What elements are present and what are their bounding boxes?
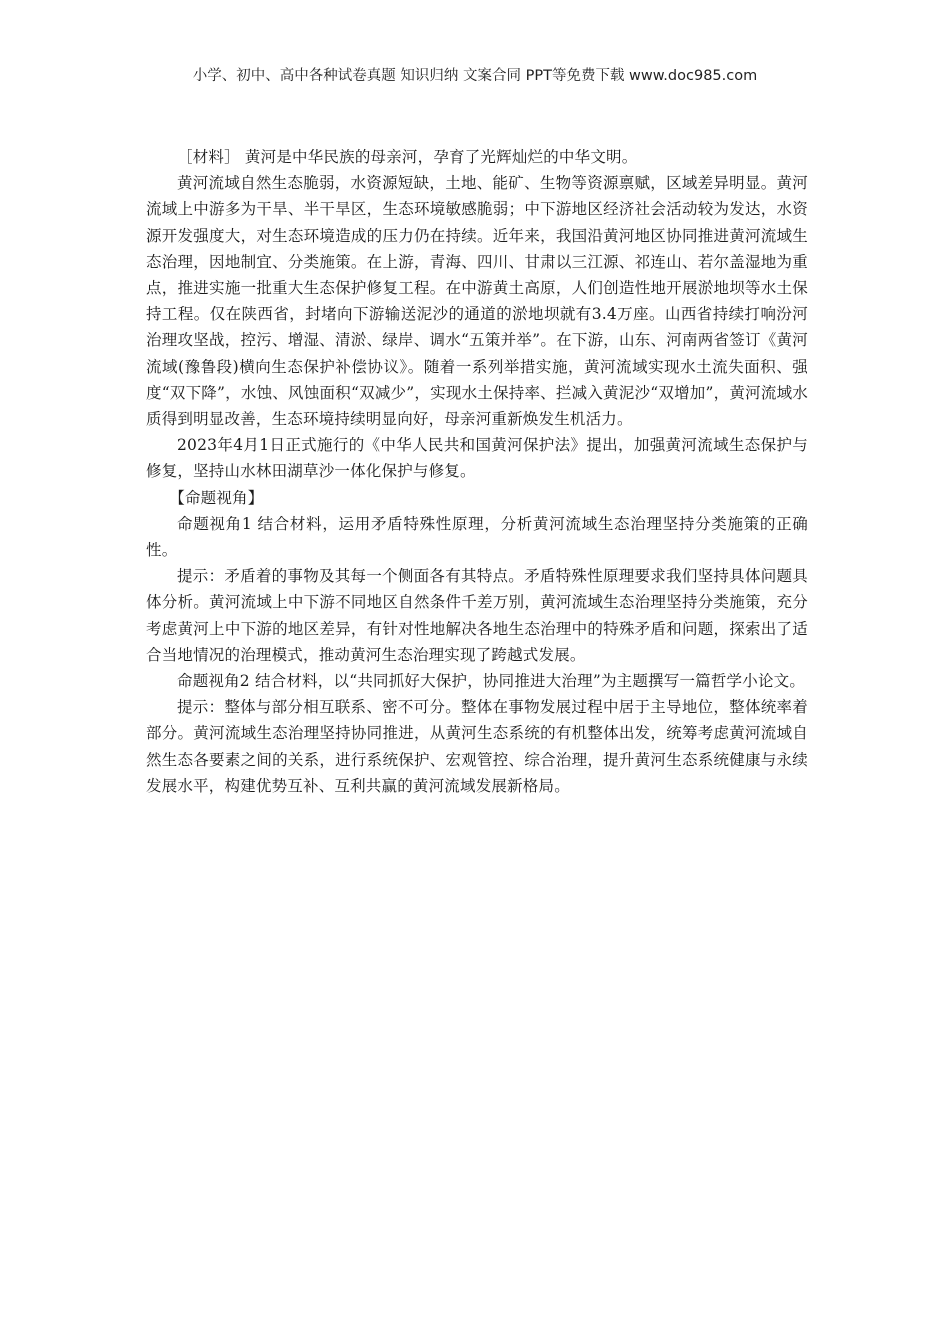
material-body-paragraph: 黄河流域自然生态脆弱，水资源短缺，土地、能矿、生物等资源禀赋，区域差异明显。黄河流域上中游多为干旱、半干旱区，生态环境敏感脆弱；中下游地区经济社会活动较为发达，水资源开发强度大，对生态环境造成的压力仍在持续。近年来，我国沿黄河地区协同推进黄河流域生态治理，因地制宜、分类施策。在上游，青海、四川、甘肃以三江源、祁连山、若尔盖湿地为重点，推进实施一批重大生态保护修复工程。在中游黄土高原，人们创造性地开展淤地坝等水土保持工程。仅在陕西省，封堵向下游输送泥沙的通道的淤地坝就有3.4万座。山西省持续打响汾河治理攻坚战，控污、增湿、清淤、绿岸、调水“五策并举”。在下游，山东、河南两省签订《黄河流域(豫鲁段)横向生态保护补偿协议》。随着一系列举措实施，黄河流域实现水土流失面积、强度“双下降”，水蚀、风蚀面积“双减少”，实现水土保持率、拦减入黄泥沙“双增加”，黄河流域水质得到明显改善，生态环境持续明显向好，母亲河重新焕发生机活力。 (146, 174, 808, 429)
document-body (146, 144, 808, 799)
hint-1-paragraph: 提示：矛盾着的事物及其每一个侧面各有其特点。矛盾特殊性原理要求我们坚持具体问题具体分析。黄河流域上中下游不同地区自然条件千差万别，黄河流域生态治理坚持分类施策，充分考虑黄河上中下游的地区差异，有针对性地解决各地生态治理中的特殊矛盾和问题，探索出了适合当地情况的治理模式，推动黄河生态治理实现了跨越式发展。 (146, 567, 808, 664)
material-intro-paragraph: ［材料］ 黄河是中华民族的母亲河，孕育了光辉灿烂的中华文明。 (177, 148, 638, 166)
section-heading: 【命题视角】 (169, 488, 264, 507)
question-2-paragraph: 命题视角2 结合材料，以“共同抓好大保护，协同推进大治理”为主题撰写一篇哲学小论文。 (177, 672, 806, 691)
question-1-paragraph: 命题视角1 结合材料，运用矛盾特殊性原理，分析黄河流域生态治理坚持分类施策的正确性。 (146, 514, 808, 560)
page-header: 小学、初中、高中各种试卷真题 知识归纳 文案合同 PPT等免费下载 www.doc985.com (192, 68, 758, 84)
law-paragraph: 2023年4月1日正式施行的《中华人民共和国黄河保护法》提出，加强黄河流域生态保护与修复，坚持山水林田湖草沙一体化保护与修复。 (146, 436, 808, 481)
hint-2-paragraph: 提示：整体与部分相互联系、密不可分。整体在事物发展过程中居于主导地位，整体统率着部分。黄河流域生态治理坚持协同推进，从黄河生态系统的有机整体出发，统筹考虑黄河流域自然生态各要素之间的关系，进行系统保护、宏观管控、综合治理，提升黄河生态系统健康与永续发展水平，构建优势互补、互利共赢的黄河流域发展新格局。 (146, 698, 808, 795)
